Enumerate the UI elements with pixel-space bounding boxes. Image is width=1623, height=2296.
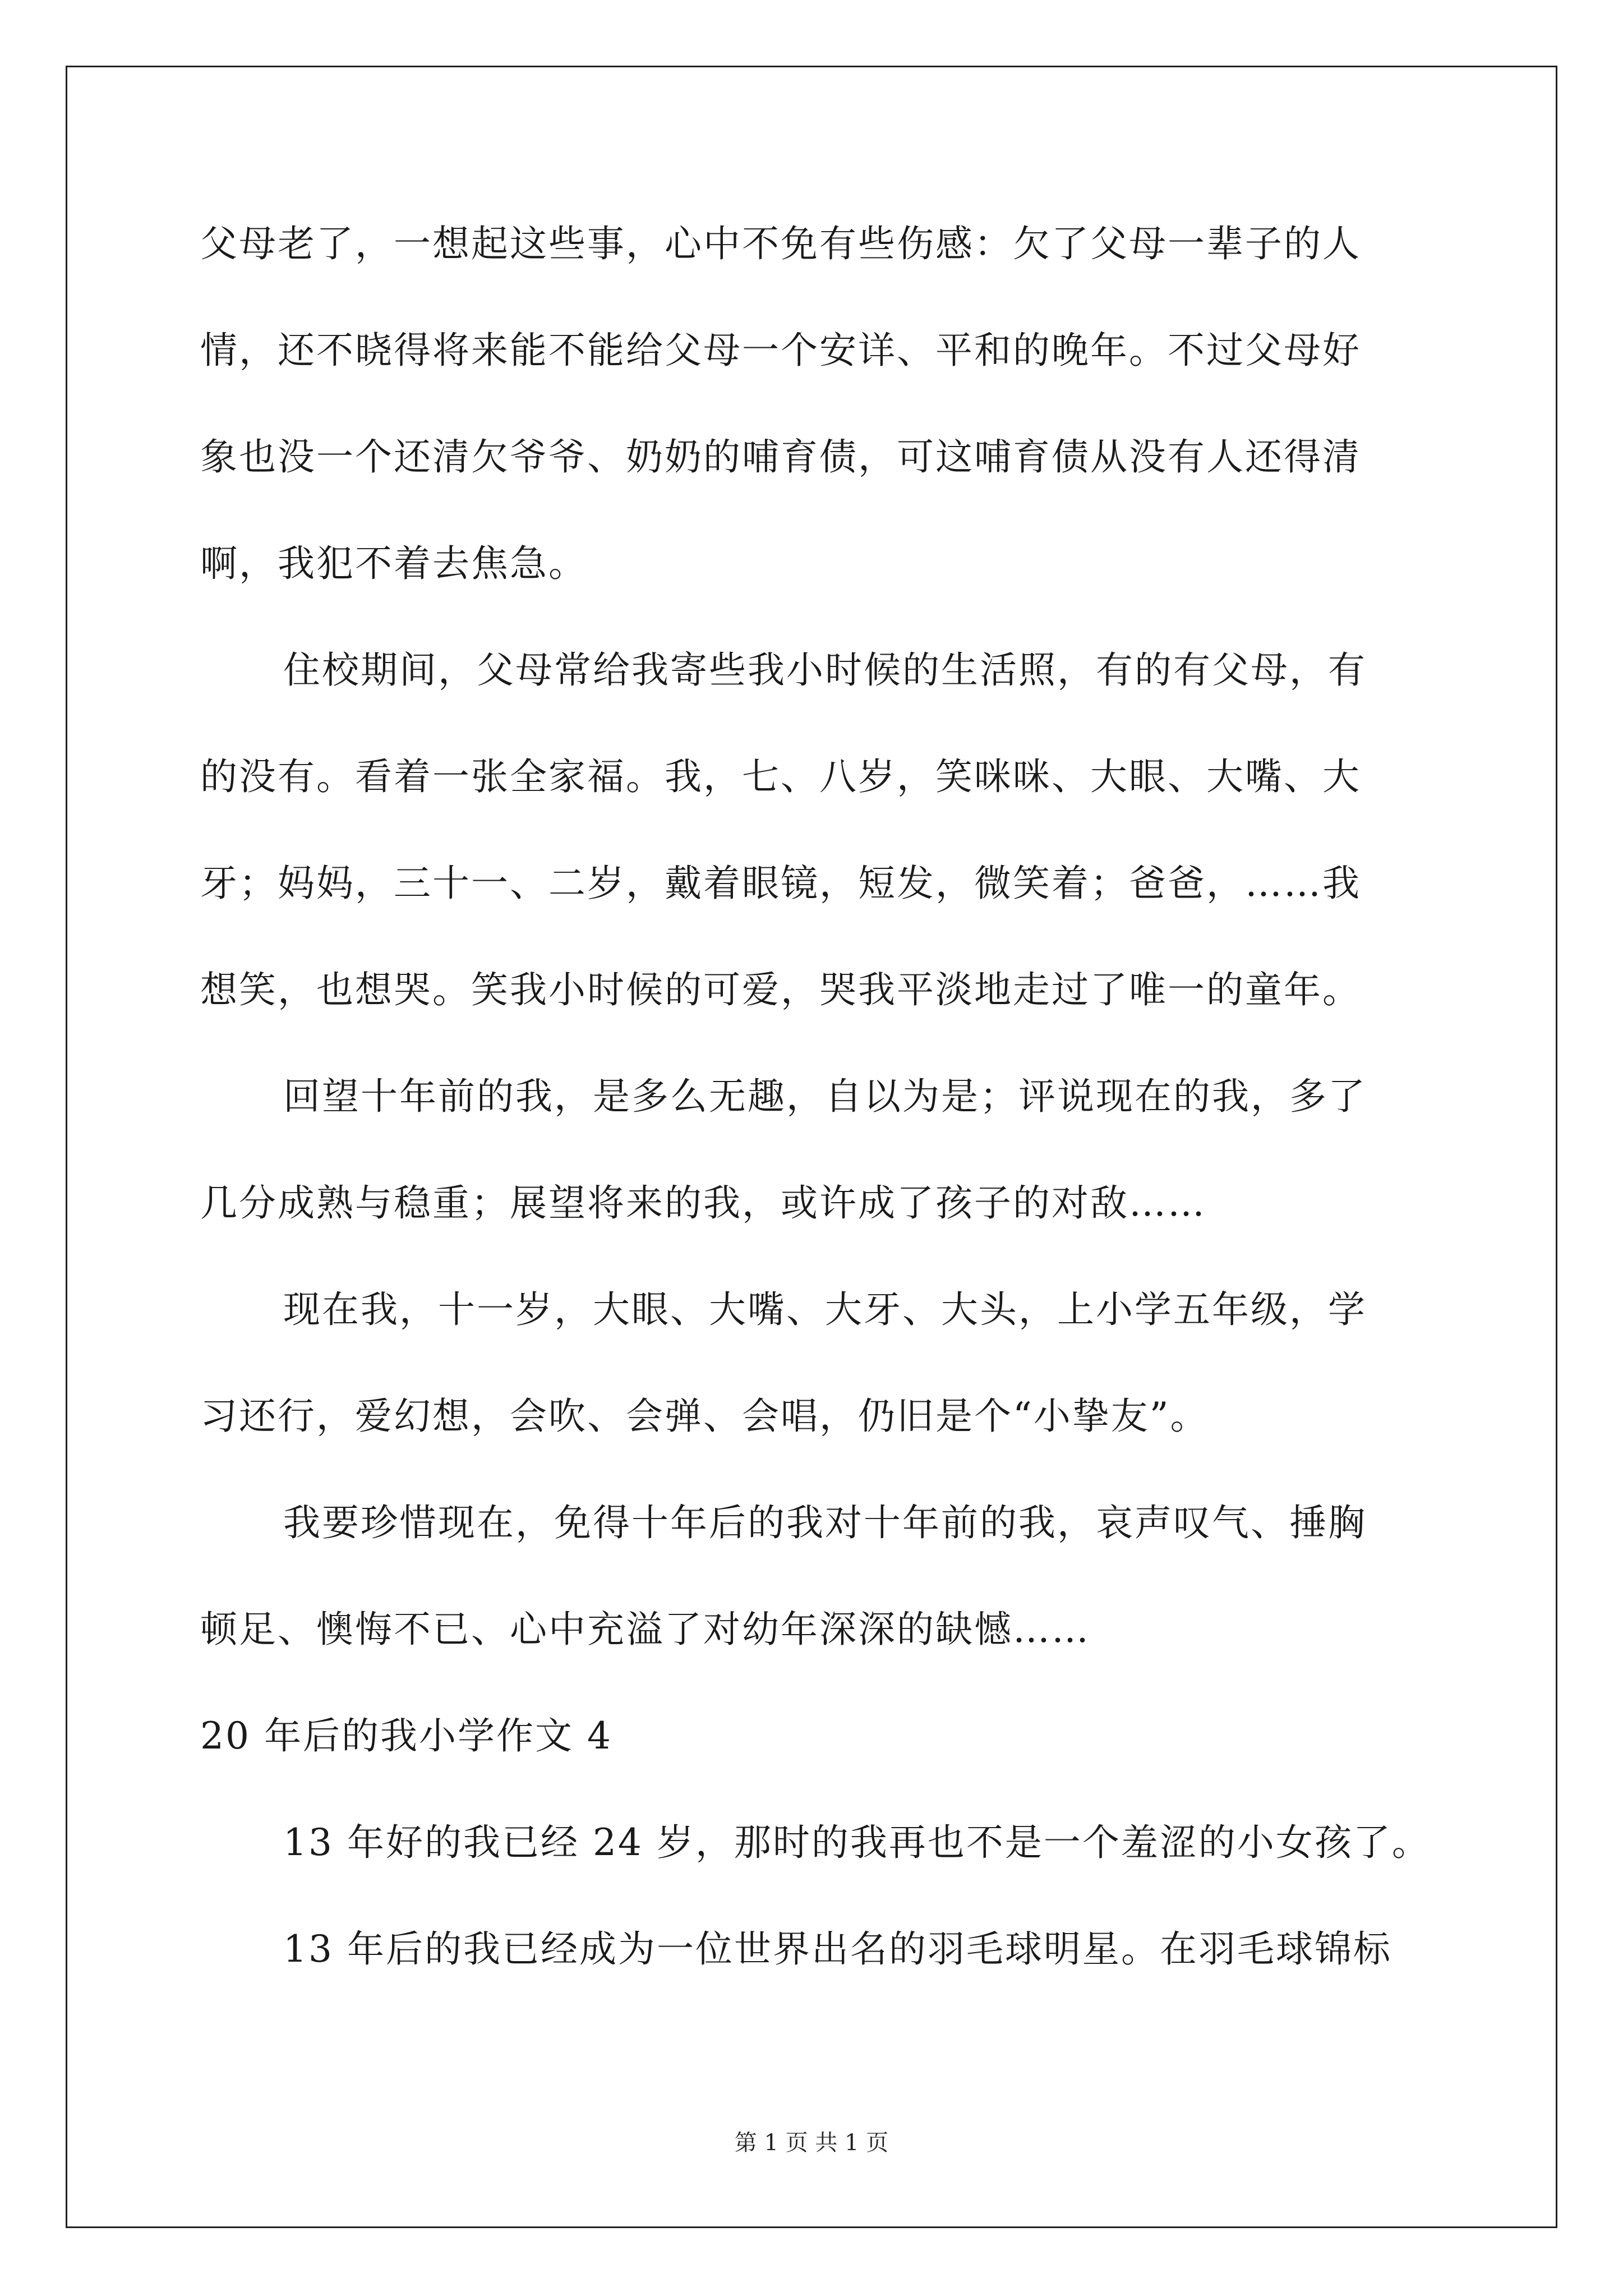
page-number-label: 第 1 页 共 1 页	[734, 2130, 889, 2156]
text-line: 顿足、懊悔不已、心中充溢了对幼年深深的缺憾……	[200, 1608, 1090, 1651]
text-line: 牙；妈妈，三十一、二岁，戴着眼镜，短发，微笑着；爸爸，……我	[200, 862, 1361, 905]
text-line: 情，还不晓得将来能不能给父母一个安详、平和的晚年。不过父母好	[200, 329, 1361, 372]
text-line: 父母老了，一想起这些事，心中不免有些伤感：欠了父母一辈子的人	[200, 222, 1361, 265]
text-line: 现在我，十一岁，大眼、大嘴、大牙、大头，上小学五年级，学	[283, 1288, 1367, 1331]
text-line: 我要珍惜现在，免得十年后的我对十年前的我，哀声叹气、捶胸	[283, 1501, 1367, 1544]
text-line: 住校期间，父母常给我寄些我小时候的生活照，有的有父母，有	[283, 648, 1367, 692]
page-footer	[0, 2126, 1623, 2160]
text-line: 象也没一个还清欠爷爷、奶奶的哺育债，可这哺育债从没有人还得清	[200, 435, 1361, 478]
text-line: 啊，我犯不着去焦急。	[200, 542, 587, 585]
section-heading: 20 年后的我小学作文 4	[200, 1714, 612, 1757]
text-line: 13 年后的我已经成为一位世界出名的羽毛球明星。在羽毛球锦标	[283, 1927, 1392, 1971]
text-line: 习还行，爱幻想，会吹、会弹、会唱，仍旧是个“小挚友”。	[200, 1395, 1209, 1438]
text-line: 回望十年前的我，是多么无趣，自以为是；评说现在的我，多了	[283, 1075, 1367, 1118]
text-line: 的没有。看着一张全家福。我，七、八岁，笑咪咪、大眼、大嘴、大	[200, 755, 1361, 798]
page-border	[66, 66, 1557, 2228]
text-line: 几分成熟与稳重；展望将来的我，或许成了孩子的对敌……	[200, 1181, 1206, 1225]
text-line: 13 年好的我已经 24 岁，那时的我再也不是一个羞涩的小女孩了。	[283, 1821, 1431, 1864]
text-line: 想笑，也想哭。笑我小时候的可爱，哭我平淡地走过了唯一的童年。	[200, 968, 1361, 1011]
